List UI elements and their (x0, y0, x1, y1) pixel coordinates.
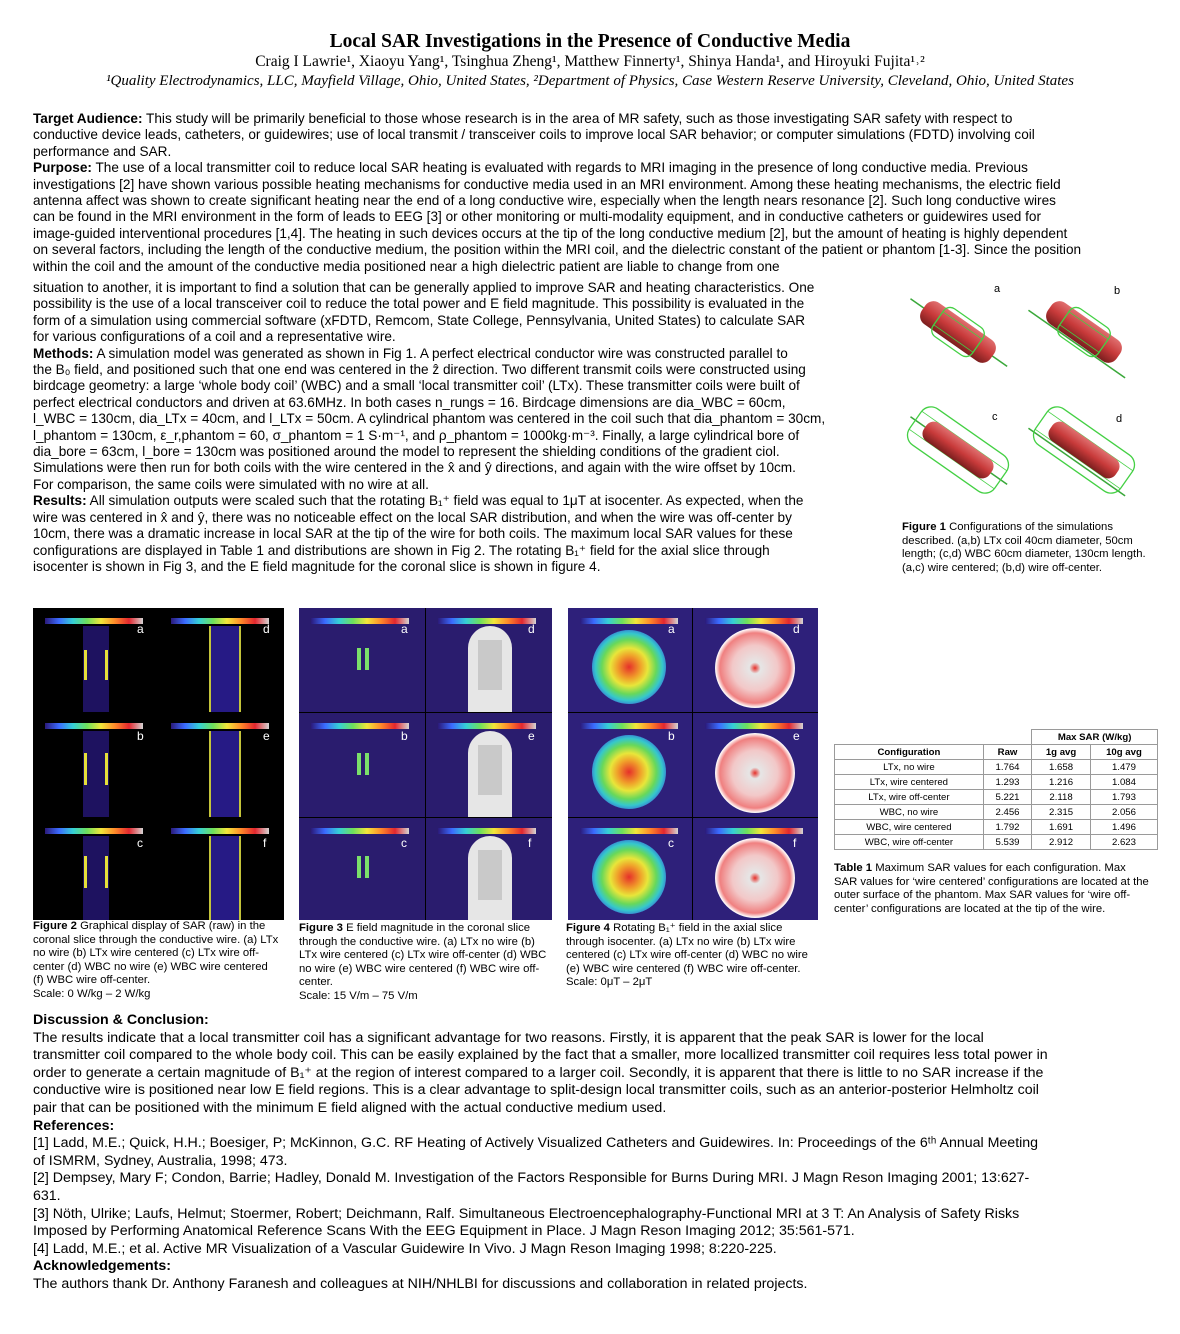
figure-3-efield-maps (299, 608, 552, 920)
purpose-line: on several factors, including the length of the conductive medium, the position within the MRI coil, and the dielectric constant of the patient or phantom [1-3]. Since the position (33, 242, 1082, 258)
purpose-line: antenna affect was shown to create significant heating near the end of a long conductive wire, especially when the length nears resonance [2]. Such long conductive wires (33, 193, 1056, 209)
methods-line: For comparison, the same coils were simulated with no wire at all. (33, 476, 429, 492)
discussion-references-section (33, 1012, 1161, 1294)
table-header: Configuration (835, 745, 984, 760)
figure-1-caption: Figure 1 Configurations of the simulations described. (a,b) LTx coil 40cm diameter, 50cm length; (c,d) WBC 60cm diameter, 130cm length. (a,c) wire centered; (b,d) wire off-center. (902, 521, 1146, 574)
fig3-label-b: b (401, 729, 408, 743)
table-header: 1g avg (1032, 745, 1091, 760)
discussion-line: order to generate a certain magnitude of B₁⁺ at the region of interest compared to a larger coil. Secondly, it is apparent that there is little to no SAR increase if the (33, 1064, 1044, 1081)
methods-line: birdcage geometry: a large ‘whole body coil’ (WBC) and a small ‘local transmitter coil’ (LTx). These transmitter coils were built of (33, 378, 800, 394)
table-row: WBC, wire centered 1.792 1.691 1.496 (835, 820, 1158, 835)
author-list: Craig I Lawrie¹, Xiaoyu Yang¹, Tsinghua Zheng¹, Matthew Finnerty¹, Shinya Handa¹, and Hiroyuki Fujita¹˒² (255, 53, 925, 70)
paper-title: Local SAR Investigations in the Presence of Conductive Media (329, 31, 851, 52)
acknowledgements-line: The authors thank Dr. Anthony Faranesh and colleagues at NIH/NHLBI for discussions and collaboration in related projects. (33, 1275, 808, 1292)
discussion-line: The results indicate that a local transmitter coil has a significant advantage for two reasons. Firstly, it is apparent that the peak SAR is lower for the local (33, 1029, 984, 1046)
results-line: wire was centered in x̂ and ŷ, there was no noticeable effect on the local SAR distribution, and when the wire was off-center by (33, 509, 792, 525)
results-line: configurations are displayed in Table 1 and distributions are shown in Fig 2. The rotating B₁⁺ field for the axial slice through (33, 542, 770, 558)
fig2-panel-c (33, 818, 158, 920)
discussion-line: pair that can be positioned with the minimum E field aligned with the actual conductive medium used. (33, 1099, 667, 1116)
table-row: LTx, no wire 1.764 1.658 1.479 (835, 760, 1158, 775)
fig3-label-e: e (528, 729, 535, 743)
fig2-panel-f (159, 818, 284, 920)
fig3-label-f: f (528, 836, 532, 850)
purpose-line: form of a simulation using commercial software (xFDTD, Remcom, State College, Pennsylvania, United States) to calculate SAR (33, 312, 806, 328)
affiliations: ¹Quality Electrodynamics, LLC, Mayfield Village, Ohio, United States, ²Department of Physics, Case Western Reserve University, Cleveland, Ohio, United States (106, 73, 1074, 89)
fig2-label-d: d (263, 622, 270, 636)
fig2-label-b: b (137, 729, 144, 743)
figure-2-caption: Figure 2 Graphical display of SAR (raw) in the coronal slice through the conductive wire. (a) LTx no wire (b) LTx wire centered (c) LTx wire off-center (d) WBC no wire (e) WBC wire centered (f) WBC wire off-center. Scale: 0 W/kg – 2 W/kg (33, 920, 279, 1000)
reference-line: 631. (33, 1187, 61, 1204)
purpose-line: possibility is the use of a local transceiver coil to reduce the total power and E field magnitude. This possibility is evaluated in the (33, 296, 805, 312)
fig3-scale: Scale: 15 V/m – 75 V/m (299, 989, 418, 1002)
results-line: 10cm, there was a dramatic increase in local SAR at the tip of the wire for both coils. The maximum local SAR values for these (33, 526, 793, 542)
fig2-label-e: e (263, 729, 270, 743)
reference-line: [4] Ladd, M.E.; et al. Active MR Visualization of a Vascular Guidewire In Vivo. J Magn Reson Imaging 1998; 8:220-225. (33, 1240, 777, 1257)
target-audience-line-1: Target Audience: This study will be primarily beneficial to those whose research is in the area of MR safety, such as those investigating SAR safety with respect to (33, 111, 1013, 126)
table-row: LTx, wire centered 1.293 1.216 1.084 (835, 775, 1158, 790)
fig1-label-c: c (992, 411, 998, 423)
target-audience-line: conductive device leads, catheters, or guidewires; use of local transmit / transceiver coils to improve local SAR behavior; or computer simulations (FDTD) involving coil (33, 127, 1035, 143)
table-row: LTx, wire off-center 5.221 2.118 1.793 (835, 790, 1158, 805)
purpose-line: investigations [2] have shown various possible heating mechanisms for conductive media used in an MRI environment. Among these heating mechanisms, the electric field (33, 176, 1061, 192)
purpose-line: can be found in the MRI environment in the form of leads to EEG [3] or other monitoring or multi-modality equipment, and in conductive catheters or guidewires used for (33, 209, 1041, 225)
methods-line: the B₀ field, and positioned such that one end was centered in the ẑ direction. Two different transmit coils were constructed using (33, 362, 806, 378)
results-line: isocenter is shown in Fig 3, and the E field magnitude for the coronal slice is shown in figure 4. (33, 558, 601, 574)
figure-1-coil-configurations (896, 280, 1148, 512)
methods-line: dia_bore = 63cm, l_bore = 130cm was positioned around the model to represent the shielding conditions of the gradient ciol. (33, 444, 780, 460)
fig4-label-a: a (668, 622, 675, 636)
fig4-panel-e (693, 713, 818, 817)
results-line-1: Results: All simulation outputs were scaled such that the rotating B₁⁺ field was equal to 1μT at isocenter. As expected, when the (33, 493, 804, 509)
methods-line: Simulations were then run for both coils with the wire centered in the x̂ and ŷ directions, and again with the wire offset by 10cm. (33, 460, 796, 476)
fig4-label-f: f (793, 836, 797, 850)
figure-4-b1-maps (568, 608, 818, 920)
fig2-label-f: f (263, 836, 267, 850)
fig4-panel-d (693, 608, 818, 712)
reference-line: of ISMRM, Sydney, Australia, 1998; 473. (33, 1152, 288, 1169)
fig3-panel-c (299, 818, 425, 920)
fig2-scale: Scale: 0 W/kg – 2 W/kg (33, 987, 151, 1000)
figure-4-caption: Figure 4 Rotating B₁⁺ field in the axial slice through isocenter. (a) LTx no wire (b) LTx wire centered (c) LTx wire off-center (d) WBC no wire (e) WBC wire centered (f) WBC wire off-center. Scale: 0μT – 2μT (566, 922, 808, 989)
figure-2-sar-maps (33, 608, 284, 920)
fig2-panel-a (33, 608, 158, 712)
table-1-max-sar (834, 729, 1158, 850)
methods-line: l_phantom = 130cm, ε_r,phantom = 60, σ_phantom = 1 S·m⁻¹, and ρ_phantom = 1000kg·m⁻³. Finally, a large cylindrical bore of (33, 427, 800, 443)
methods-line: perfect electrical conductors and driven at 63.6MHz. In both cases n_rungs = 16. Birdcage dimensions are dia_WBC = 60cm, (33, 394, 786, 410)
references-heading: References: (33, 1117, 115, 1134)
fig2-panel-b (33, 713, 158, 817)
fig4-label-b: b (668, 729, 675, 743)
fig3-label-d: d (528, 622, 535, 636)
methods-heading: Methods: (33, 345, 94, 361)
config-d-drawing (1024, 399, 1146, 503)
fig1-label-a: a (994, 283, 1001, 295)
methods-line: l_WBC = 130cm, dia_LTx = 40cm, and l_LTx = 50cm. A cylindrical phantom was centered in the coil such that dia_phantom = 30cm, (33, 411, 826, 427)
reference-line: [2] Dempsey, Mary F; Condon, Barrie; Hadley, Donald M. Investigation of the Factors Responsible for Burns During MRI. J Magn Reson Imaging 2001; 13:627- (33, 1170, 1030, 1187)
table-group-header: Max SAR (W/kg) (1032, 730, 1158, 745)
discussion-line: transmitter coil compared to the whole body coil. This can be easily explained by the fact that a smaller, more locallized transmitter coil requires less total power in (33, 1047, 1048, 1064)
target-purpose-section (33, 111, 1161, 275)
fig4-panel-a (568, 608, 692, 712)
fig3-panel-f (426, 818, 552, 920)
reference-line: [3] Nöth, Ulrike; Laufs, Helmut; Stoermer, Robert; Deichmann, Ralf. Simultaneous Electroencephalography-Functional MRI at 3 T: An Analysis of Safety Risks (33, 1205, 1020, 1222)
config-b-drawing (1027, 285, 1143, 381)
fig3-label-a: a (401, 622, 408, 636)
target-audience-heading: Target Audience: (33, 111, 143, 126)
fig4-label-e: e (793, 729, 800, 743)
table-1-caption: Table 1 Maximum SAR values for each configuration. Max SAR values for ‘wire centered’ configurations are located at the outer surface of the phantom. Max SAR values for ‘wire off-center’ configurations are located at the tip of the wire. (834, 862, 1149, 915)
fig1-label-b: b (1114, 285, 1121, 297)
fig2-label-a: a (137, 622, 144, 636)
fig2-panel-d (159, 608, 284, 712)
fig4-label-d: d (793, 622, 800, 636)
table-header: Raw (983, 745, 1031, 760)
purpose-line: for various configurations of a coil and a representative wire. (33, 329, 396, 345)
fig4-scale: Scale: 0μT – 2μT (566, 976, 653, 989)
methods-results-section (33, 280, 875, 575)
results-heading: Results: (33, 493, 87, 509)
config-a-drawing (901, 285, 1017, 381)
methods-line-1: Methods: A simulation model was generated as shown in Fig 1. A perfect electrical conductor wire was constructed parallel to (33, 345, 788, 361)
fig3-panel-d (426, 608, 552, 712)
fig4-panel-c (568, 818, 692, 920)
figure-3-caption: Figure 3 E field magnitude in the coronal slice through the conductive wire. (a) LTx no wire (b) LTx wire centered (c) LTx wire off-center (d) WBC no wire (e) WBC wire centered (f) WBC wire off-center. Scale: 15 V/m – 75 V/m (299, 922, 547, 1002)
fig4-panel-f (693, 818, 818, 920)
purpose-heading: Purpose: (33, 160, 92, 176)
purpose-line: situation to another, it is important to find a solution that can be generally applied to improve SAR and heating characteristics. One (33, 280, 815, 295)
table-group-header-row (835, 730, 1158, 745)
fig4-label-c: c (668, 836, 674, 850)
fig1-label-d: d (1116, 413, 1123, 425)
fig2-label-c: c (137, 836, 143, 850)
table-header-row (835, 745, 1158, 760)
fig3-label-c: c (401, 836, 407, 850)
discussion-line: conductive wire is positioned near low E field regions. This is a clear advantage to split-design local transmitter coils, such as an anterior-posterior Helmholtz coil (33, 1082, 1039, 1099)
table-row: WBC, no wire 2.456 2.315 2.056 (835, 805, 1158, 820)
fig3-panel-b (299, 713, 425, 817)
fig3-panel-e (426, 713, 552, 817)
purpose-line-1: Purpose: The use of a local transmitter coil to reduce local SAR heating is evaluated with regards to MRI imaging in the presence of long conductive media. Previous (33, 160, 1028, 176)
fig3-panel-a (299, 608, 425, 712)
fig2-panel-e (159, 713, 284, 817)
target-audience-line: performance and SAR. (33, 143, 172, 159)
purpose-line: within the coil and the amount of the conductive media positioned near a high dielectric patient are liable to change from one (33, 258, 780, 274)
reference-line: Imposed by Performing Anatomical Reference Scans With the EEG Equipment in Place. J Magn Reson Imaging 2012; 35:561-571. (33, 1223, 855, 1240)
acknowledgements-heading: Acknowledgements: (33, 1258, 171, 1275)
table-header: 10g avg (1090, 745, 1157, 760)
fig4-panel-b (568, 713, 692, 817)
discussion-heading: Discussion & Conclusion: (33, 1012, 209, 1028)
purpose-line: image-guided interventional procedures [1,4]. The heating in such devices occurs at the tip of the long conductive medium [2], but the amount of heating is highly dependent (33, 225, 1068, 241)
reference-line: [1] Ladd, M.E.; Quick, H.H.; Boesiger, P; McKinnon, G.C. RF Heating of Actively Visualized Catheters and Guidewires. In: Proceedings of the 6ᵗʰ Annual Meeting (33, 1135, 1039, 1152)
config-c-drawing (898, 399, 1020, 503)
table-row: WBC, wire off-center 5.539 2.912 2.623 (835, 835, 1158, 850)
